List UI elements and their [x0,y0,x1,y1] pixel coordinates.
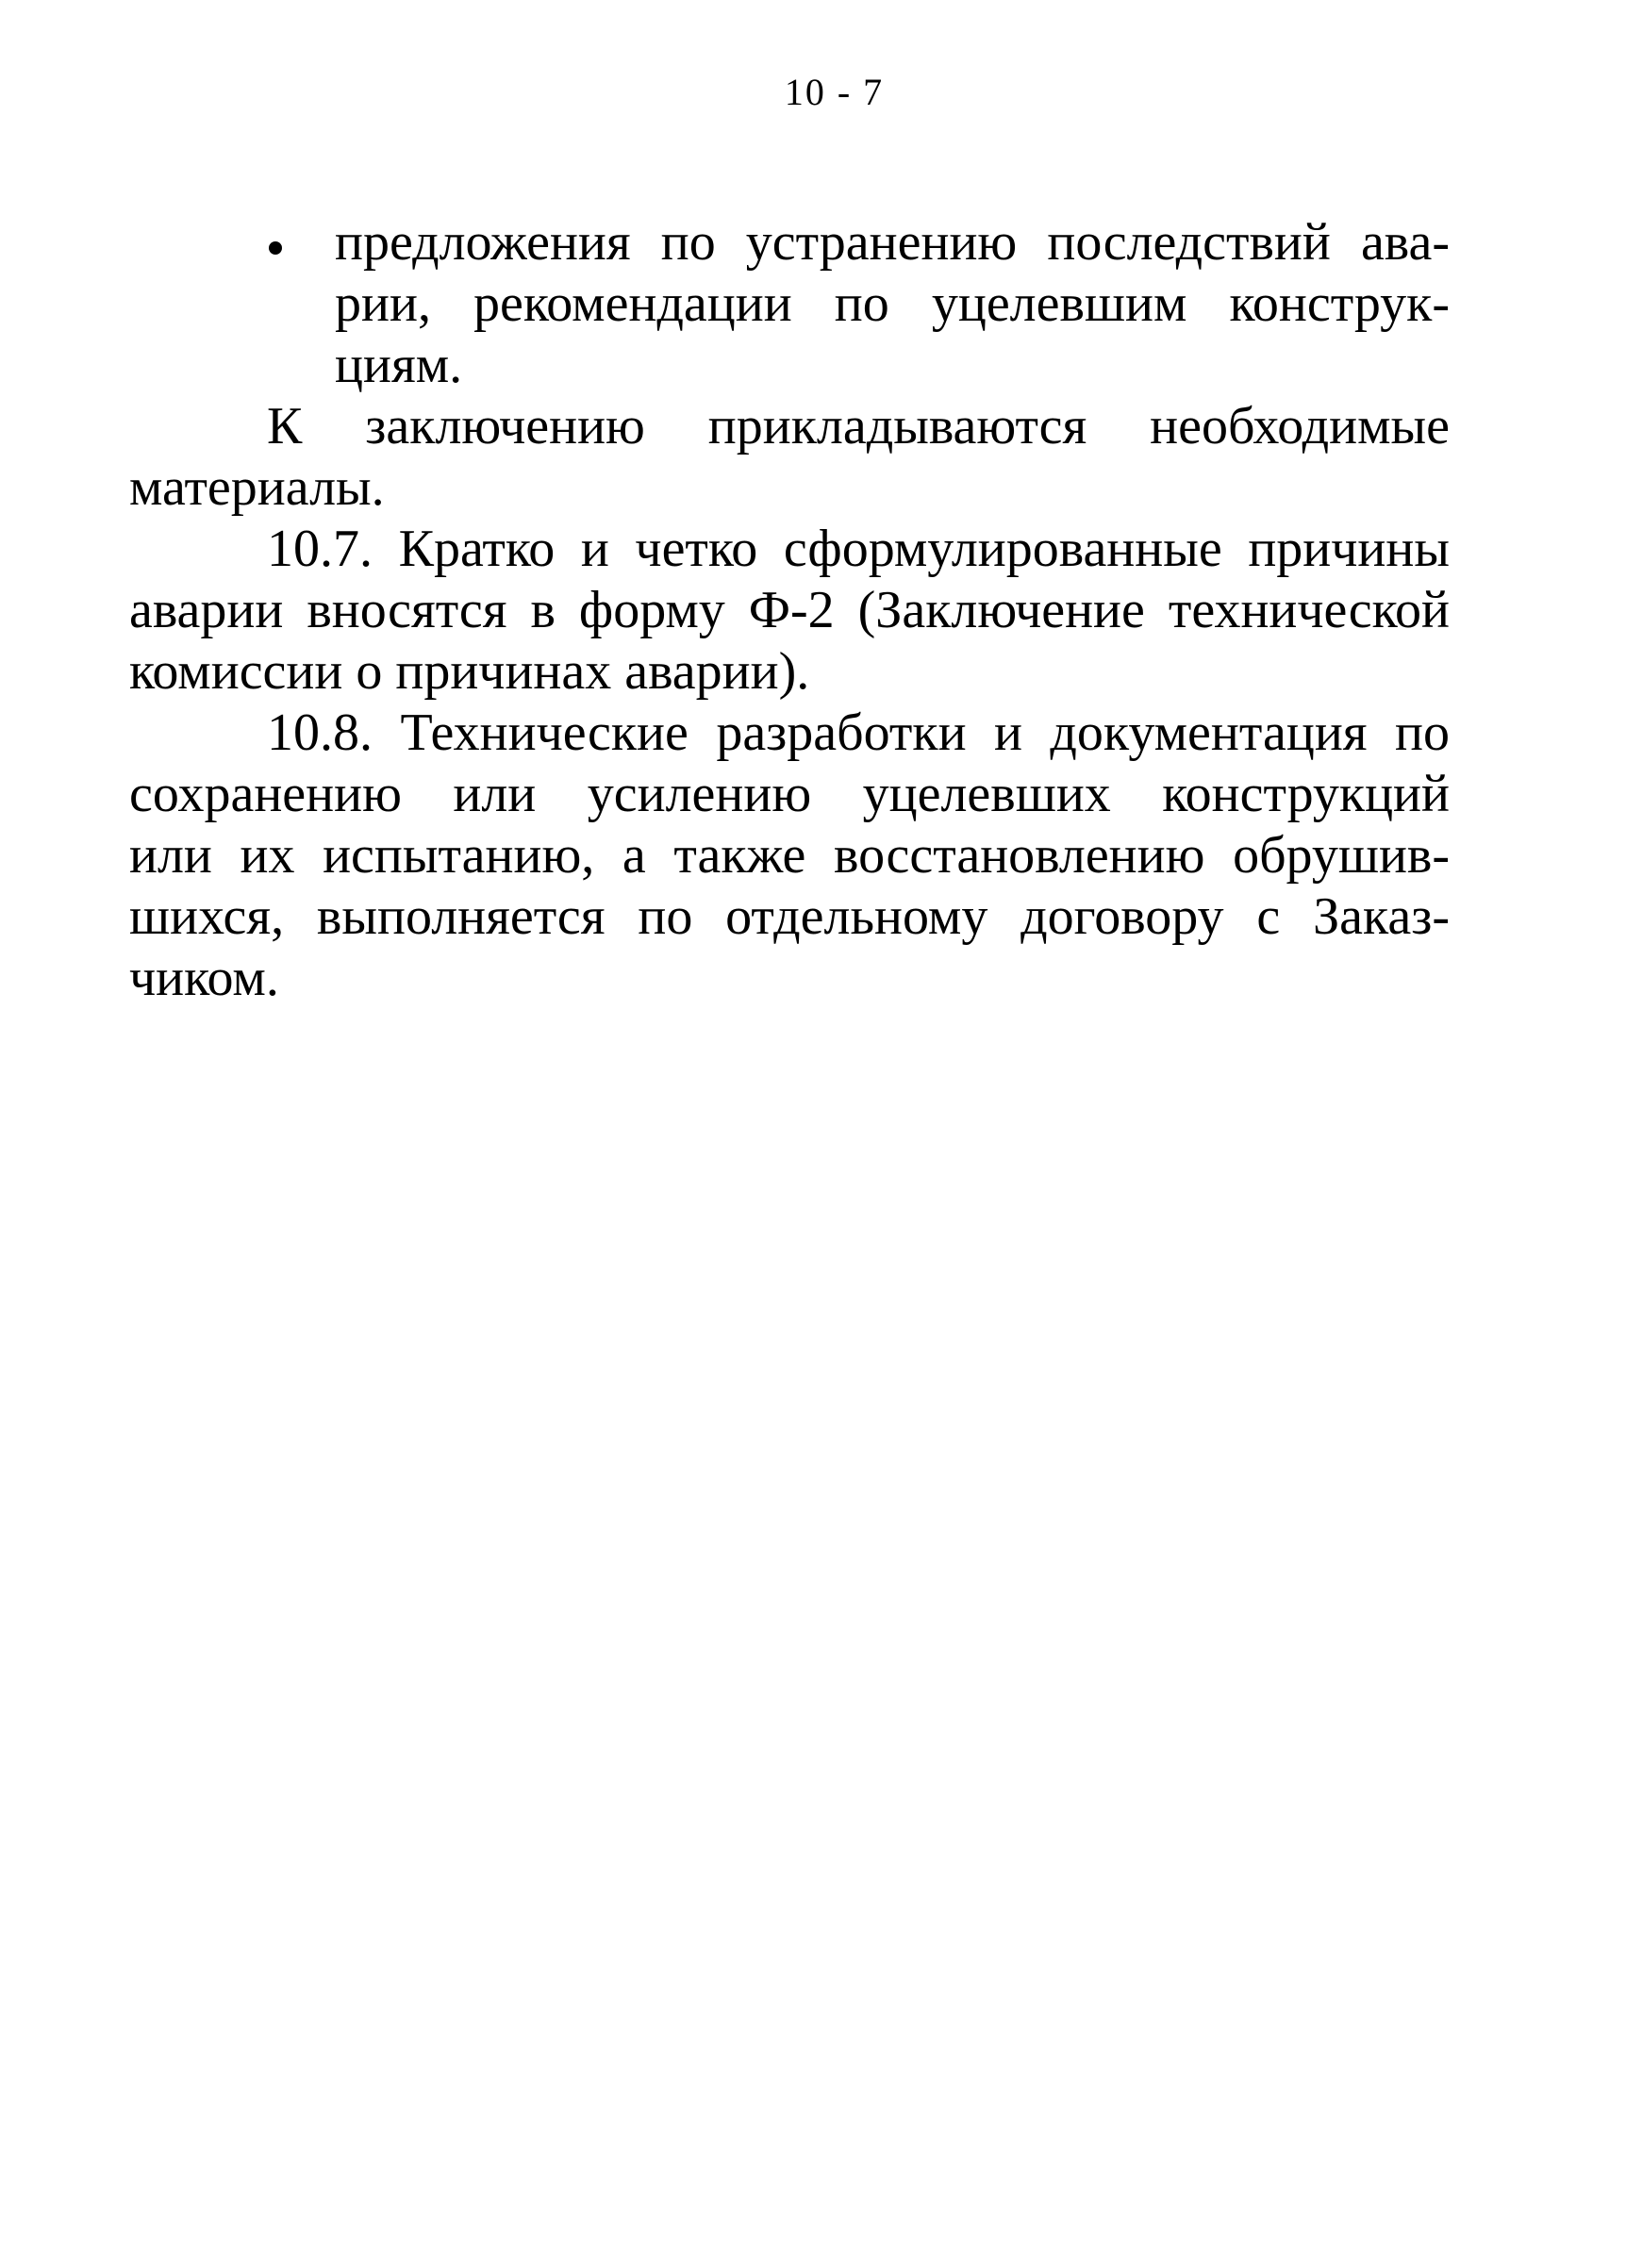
paragraph-line: или их испытанию, а также восстановлению обрушив- [129,826,1450,885]
paragraph-line: аварии вносятся в форму Ф-2 (Заключение технической [129,581,1450,639]
bullet-icon [129,212,335,273]
paragraph-line: шихся, выполняется по отдельному договору с Заказ- [129,887,1450,946]
paragraph-line: комиссии о причинах аварии). [129,642,810,701]
bullet-text [335,212,1450,396]
paragraph-line: материалы. [129,458,385,517]
paragraph-line: 10.7. Кратко и четко сформулированные причины [267,520,1450,578]
paragraph-line: 10.8. Технические разработки и документация по [267,704,1450,762]
page-number: 10 - 7 [784,71,885,113]
paragraph-10-7 [129,519,1450,703]
bullet-list-item [129,212,1450,396]
paragraph-line: чиком. [129,949,279,1007]
bullet-line-2: рии, рекомендации по уцелевшим конструк- [335,274,1450,333]
document-body [129,212,1450,1009]
paragraph-line: сохранению или усилению уцелевших конструкций [129,765,1450,823]
paragraph-10-8 [129,703,1450,1009]
paragraph-attachments [129,396,1450,519]
paragraph-line: К заключению прикладываются необходимые [267,397,1450,455]
bullet-line-1: предложения по устранению последствий ава- [335,213,1450,272]
bullet-line-3: циям. [335,336,463,394]
